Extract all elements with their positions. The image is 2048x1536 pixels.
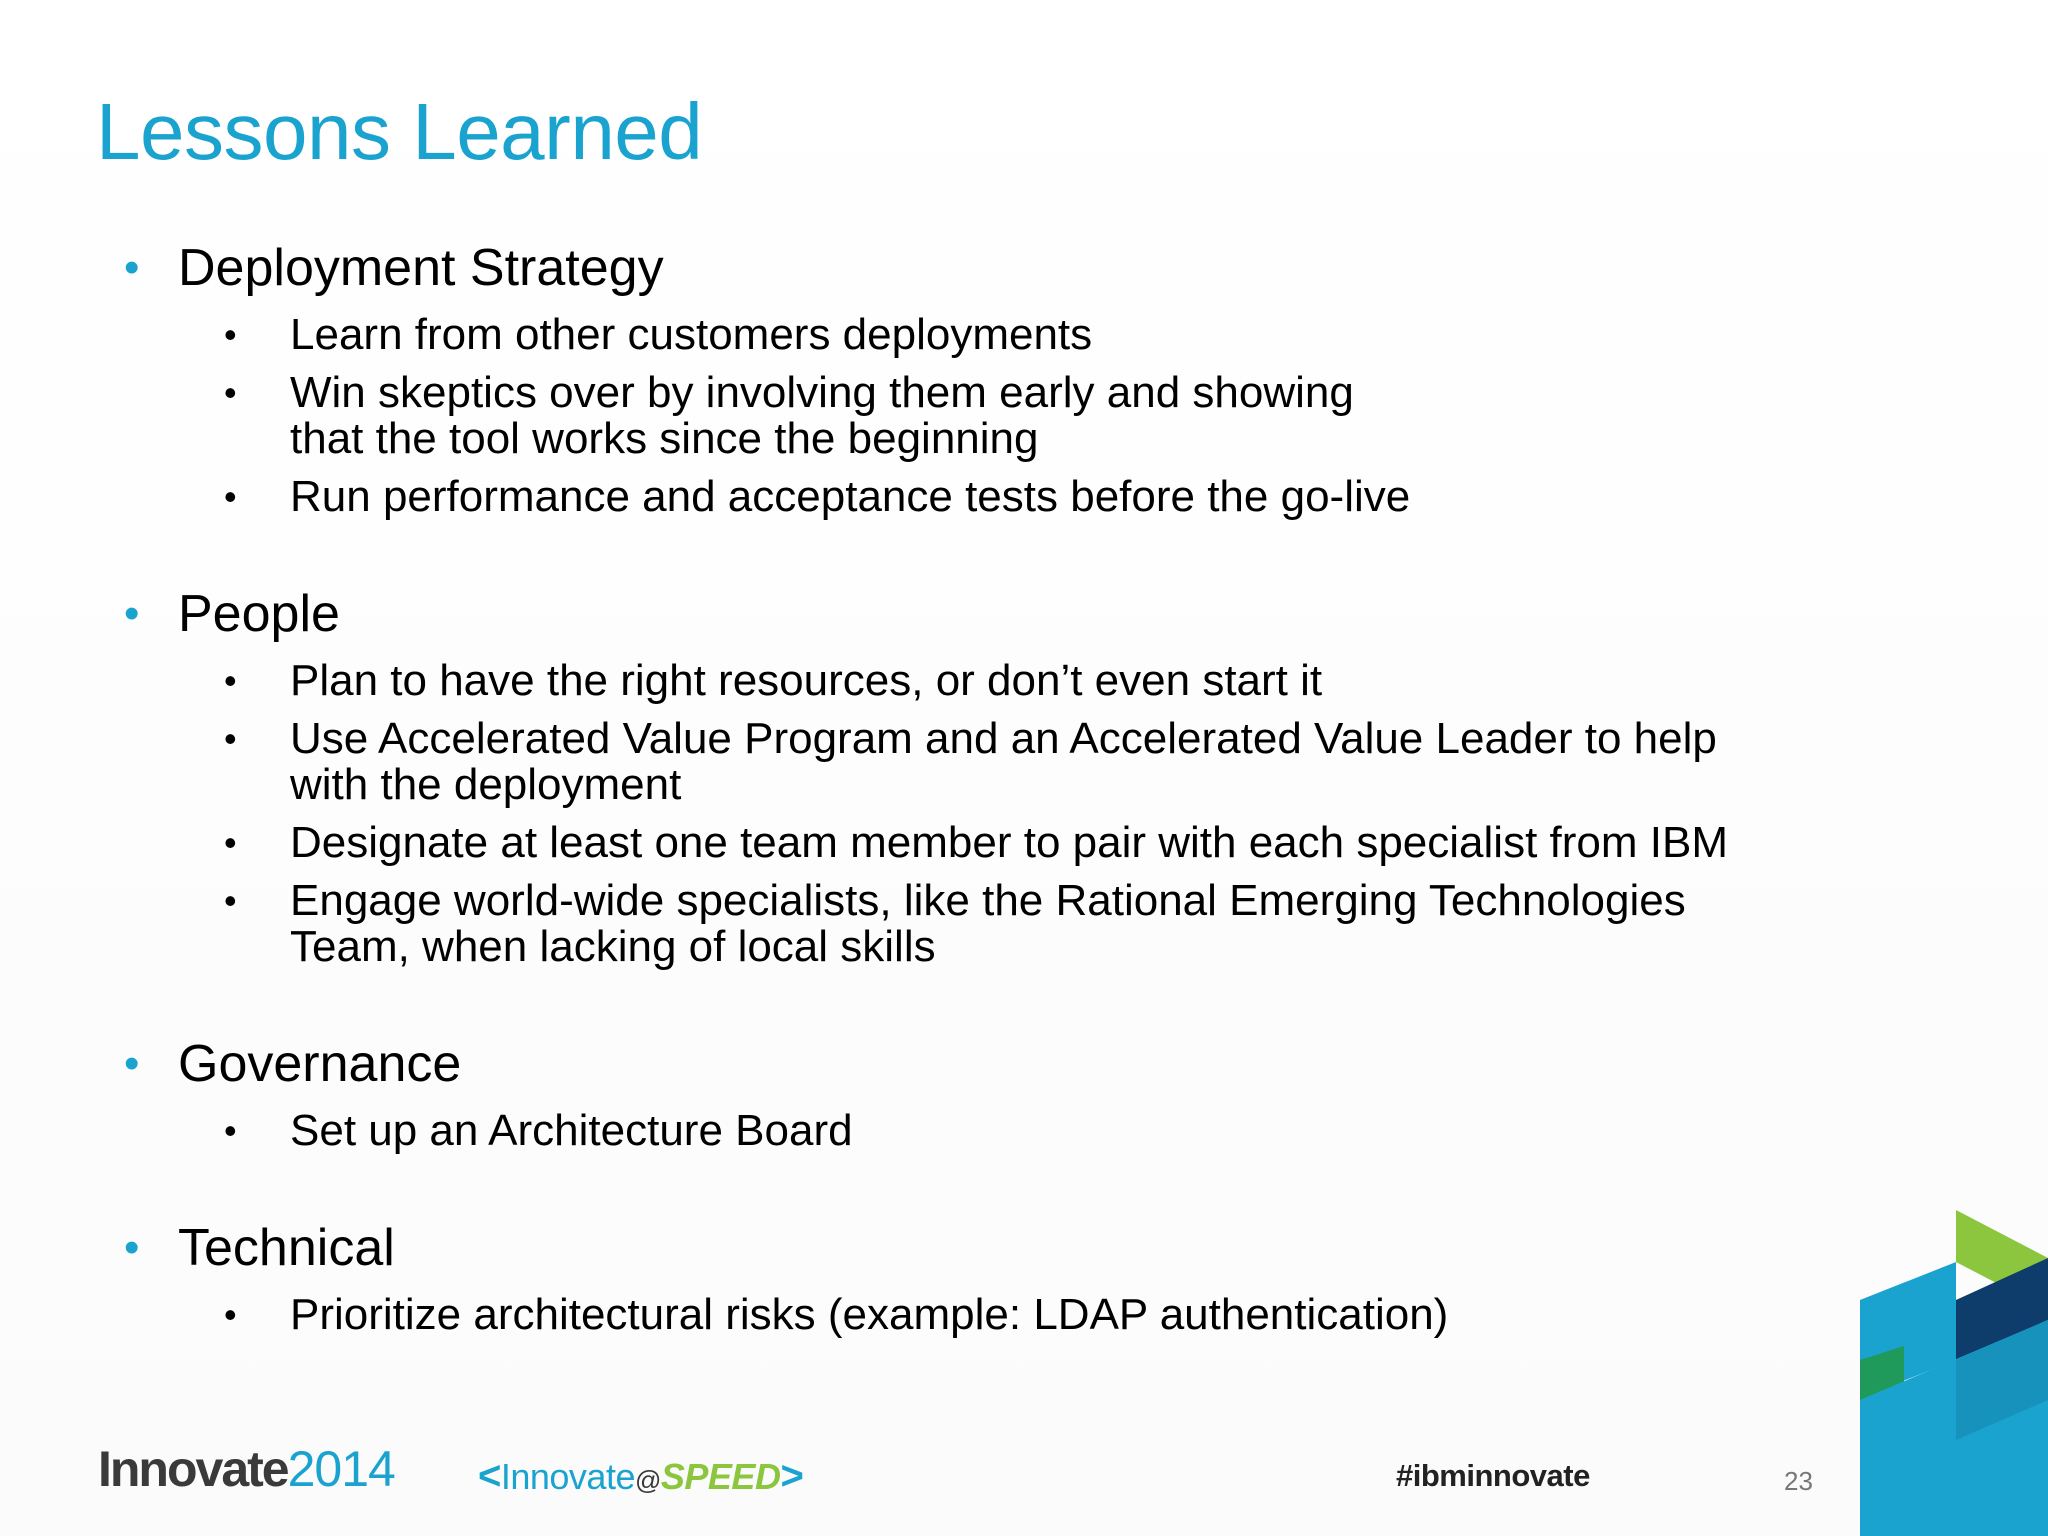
bullet-list [0,1292,1900,1338]
section-heading-text: Technical [178,1219,395,1277]
brand-graphic-icon [1860,1210,2048,1536]
bullet-icon: • [224,718,237,759]
logo-word: Innovate [98,1441,288,1497]
tagline-at: @ [634,1465,661,1495]
list-item-text: Prioritize architectural risks (example: LDAP authentication) [290,1290,1449,1339]
list-item-text: Learn from other customers deployments [290,310,1093,359]
section-deployment-strategy [0,236,1900,520]
bullet-icon: • [224,1294,237,1335]
innovate-at-speed-tagline [478,1456,803,1496]
tagline-speed: SPEED [660,1456,781,1497]
bullet-icon: • [224,880,237,921]
bullet-list [0,312,1900,520]
list-item-text: Set up an Architecture Board [290,1106,853,1155]
list-item [0,820,1900,866]
slide-title: Lessons Learned [96,87,703,176]
section-bullet-icon: • [124,1039,140,1088]
innovate-logo [98,1441,395,1497]
section-people [0,582,1900,970]
list-item [0,878,1900,970]
content-area [0,236,1900,1338]
bullet-icon: • [224,1110,237,1151]
section-heading-text: People [178,585,340,643]
chevron-right-icon: > [780,1454,804,1498]
section-heading [0,236,1900,300]
page-number: 23 [1784,1466,1813,1496]
tagline-innovate: Innovate [500,1456,635,1497]
list-item [0,474,1900,520]
list-item [0,312,1900,358]
section-technical [0,1216,1900,1338]
section-governance [0,1032,1900,1154]
section-bullet-icon: • [124,1223,140,1272]
chevron-left-icon: < [478,1454,501,1498]
list-item-text: Use Accelerated Value Program and an Accelerated Value Leader to help with the deployment [290,714,1717,809]
section-heading [0,1216,1900,1280]
section-heading [0,1032,1900,1096]
section-heading-text: Deployment Strategy [178,239,664,297]
list-item-text: Engage world-wide specialists, like the Rational Emerging Technologies Team, when lacking of local skills [290,876,1686,971]
bullet-icon: • [224,372,237,413]
section-heading-text: Governance [178,1035,462,1093]
logo-year: 2014 [287,1441,395,1497]
bullet-icon: • [224,660,237,701]
list-item-text: Designate at least one team member to pair with each specialist from IBM [290,818,1728,867]
list-item [0,1108,1900,1154]
bullet-list [0,658,1900,970]
list-item [0,1292,1900,1338]
hashtag: #ibminnovate [1396,1458,1590,1493]
list-item [0,370,1900,462]
list-item [0,716,1900,808]
bullet-icon: • [224,476,237,517]
bullet-icon: • [224,822,237,863]
list-item [0,658,1900,704]
list-item-text: Plan to have the right resources, or don’t even start it [290,656,1323,705]
section-bullet-icon: • [124,589,140,638]
list-item-text: Win skeptics over by involving them early and showing that the tool works since the beginning [290,368,1354,463]
bullet-icon: • [224,314,237,355]
section-bullet-icon: • [124,243,140,292]
bullet-list [0,1108,1900,1154]
section-heading [0,582,1900,646]
list-item-text: Run performance and acceptance tests before the go-live [290,472,1411,521]
